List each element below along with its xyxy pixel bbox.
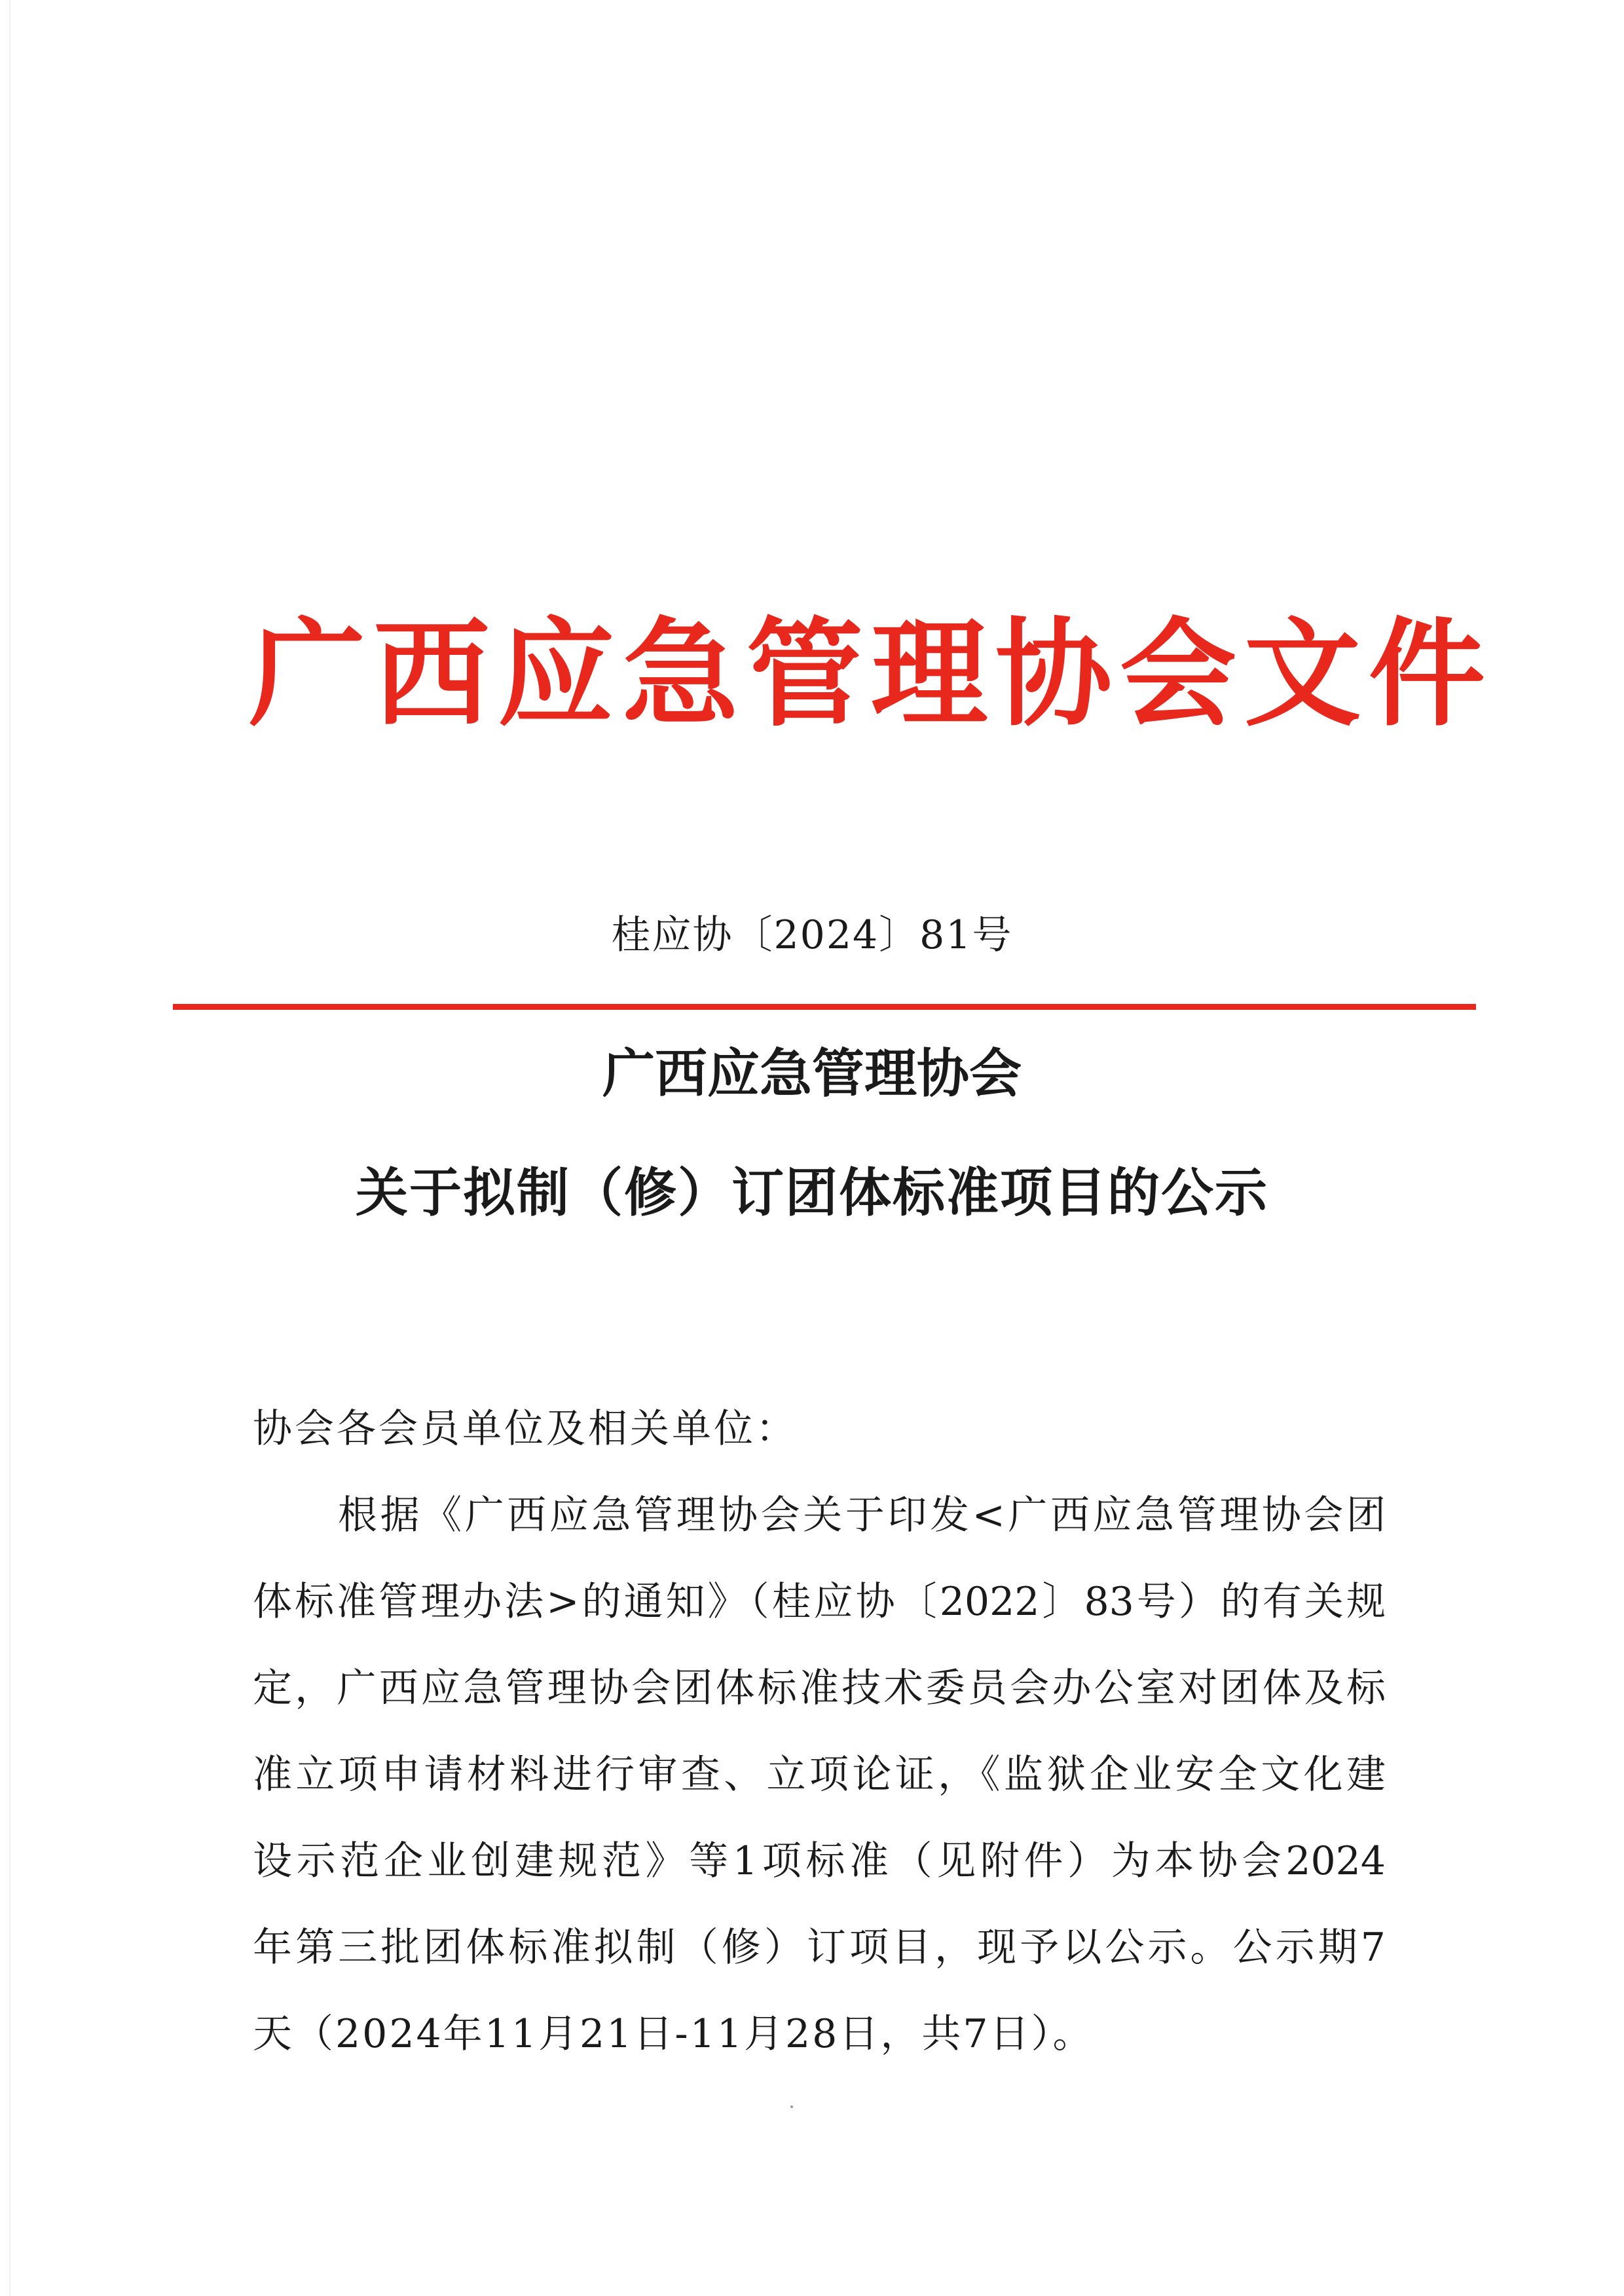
body-paragraph-line: 体标准管理办法>的通知》（桂应协〔2022〕83号）的有关规 (253, 1579, 1386, 1625)
red-divider-line (173, 1004, 1476, 1010)
body-paragraph-line: 天（2024年11月21日-11月28日，共7日）。 (253, 2011, 1094, 2057)
document-number: 桂应协〔2024〕81号 (611, 912, 1013, 958)
salutation: 协会各会员单位及相关单位： (253, 1406, 798, 1452)
body-paragraph-line: 年第三批团体标准拟制（修）订项目，现予以公示。公示期7 (253, 1925, 1386, 1971)
notice-title-line-1: 广西应急管理协会 (602, 1043, 1022, 1104)
scan-edge (9, 0, 10, 2296)
body-paragraph-line: 设示范企业创建规范》等1项标准（见附件）为本协会2024 (253, 1838, 1386, 1884)
body-paragraph-line: 定，广西应急管理协会团体标准技术委员会办公室对团体及标 (253, 1665, 1386, 1711)
notice-title-line-2: 关于拟制（修）订团体标准项目的公示 (356, 1162, 1268, 1223)
body-paragraph-line: 准立项申请材料进行审查、立项论证，《监狱企业安全文化建 (253, 1752, 1386, 1798)
scan-speck (790, 2105, 793, 2108)
body-paragraph-line: 根据《广西应急管理协会关于印发<广西应急管理协会团 (338, 1492, 1386, 1538)
masthead-title: 广西应急管理协会文件 (249, 605, 1493, 742)
